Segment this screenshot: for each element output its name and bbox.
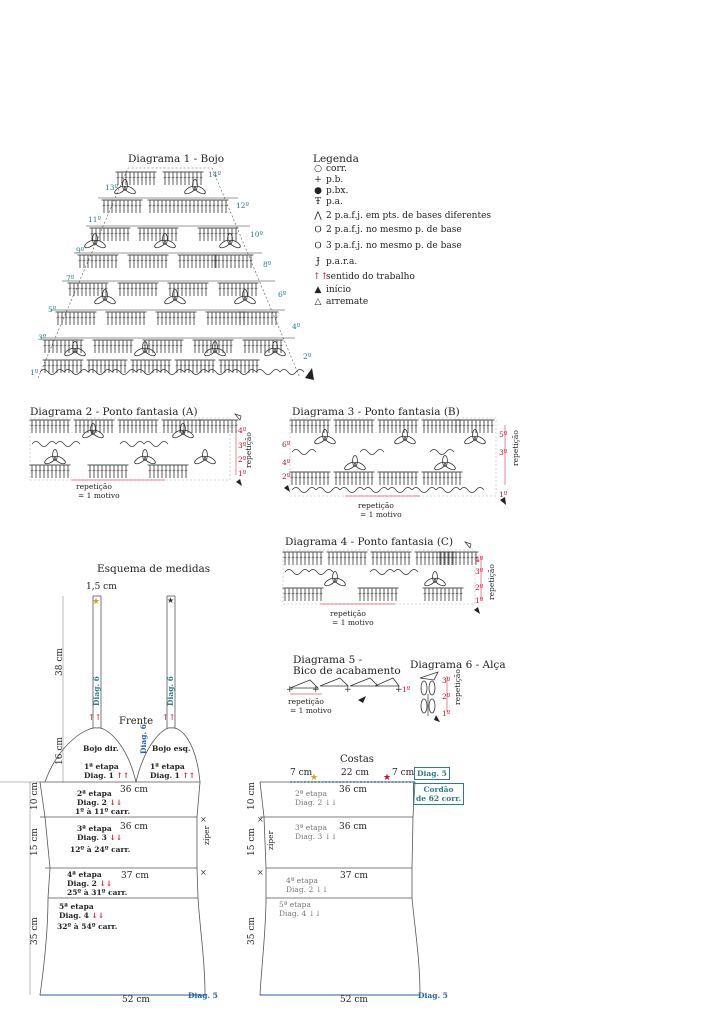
row-label: 1º [499,490,508,499]
etapa-diag: Diag. 1 ↑↑ [84,771,130,780]
repeat-sub: = 1 motivo [78,491,120,500]
row-label: 1º [30,368,39,377]
etapa-diag: Diag. 4 ↓↓ [59,911,105,920]
row-label: 4º [292,322,301,331]
repeat-sub: = 1 motivo [332,618,374,627]
slip-stitch-icon: ● [314,186,322,196]
svg-text:+: + [395,685,403,695]
repeat-label: repetição [330,609,366,618]
row-label: 4º [238,426,247,435]
cup-left-label: Bojo dir. [83,744,119,753]
chain-circle-icon: ○ [314,164,322,174]
row-label: 2º [442,692,451,701]
row-label: 4º [475,555,484,564]
repeat-side-label: repetição [511,430,520,466]
repeat-label: repetição [358,501,394,510]
svg-text:+: + [286,685,294,695]
etapa-diag: Diag. 1 ↑↑ [150,771,196,780]
svg-text:★: ★ [92,597,101,607]
etapa-diag: Diag. 2 ↓↓ [67,879,113,888]
height-label: 10 cm [30,782,40,810]
etapa-diag: Diag. 2 ↓↓ [286,885,329,894]
width-label: 7 cm [392,768,415,778]
height-label: 35 cm [247,917,257,945]
etapa-diag: Diag. 4 ↓↓ [279,909,322,918]
schema-title: Esquema de medidas [97,563,211,575]
strap-diag-label: Diag. 6 [166,676,175,706]
diagram4-chart [283,542,482,614]
row-label: 2º [238,455,247,464]
row-label: 5º [499,430,508,439]
work-direction-arrows-icon: ↑↑ [313,272,329,282]
row-label: 1º [475,596,484,605]
svg-text:+: + [344,685,352,695]
legend-item: Ɉ p.a.r.a. [313,257,357,267]
row-label: 12º [236,201,250,210]
svg-text:★: ★ [383,773,392,783]
legend-item: ○ corr. [314,164,347,174]
cord-label: Cordão de 62 corr. [413,783,464,805]
back-schema [260,782,420,995]
height-label: 15 cm [30,828,40,856]
height-label: 15 cm [247,828,257,856]
etapa-diag: Diag. 3 ↓↓ [77,833,123,842]
cup-height: 16 cm [55,737,65,765]
repeat-label: repetição [76,482,112,491]
etapa-rows: 1º à 11º carr. [75,807,131,816]
direction-down-icon: ↓↓ [324,832,338,841]
etapa-label: 5ª etapa [59,902,94,911]
height-label: 10 cm [247,782,257,810]
front-label: Frente [119,716,154,727]
raised-double-crochet-icon: Ɉ [316,257,320,267]
row-label: 2º [475,583,484,592]
etapa-label: 4ª etapa [67,870,102,879]
diagram1-chart [38,168,314,380]
cup-diag-label: Diag. 6 [139,724,148,754]
svg-text:×: × [200,868,207,877]
width-label: 37 cm [121,871,149,881]
width-label: 52 cm [122,995,150,1005]
diagram6-title: Diagrama 6 - Alça [410,659,506,671]
strap-width: 1,5 cm [86,582,117,592]
direction-down-icon: ↓↓ [324,798,338,807]
back-title: Costas [340,754,374,765]
direction-down-icon: ↓↓ [308,909,322,918]
width-label: 22 cm [341,768,369,778]
diagram3-title: Diagrama 3 - Ponto fantasia (B) [292,406,460,418]
repeat-side-label: repetição [487,564,496,600]
svg-text:×: × [257,868,264,877]
strap-diag-label: Diag. 6 [92,676,101,706]
row-label: 13º [105,183,119,192]
width-label: 37 cm [340,871,368,881]
row-label: 1º [238,469,247,478]
svg-text:↑↑: ↑↑ [162,713,176,722]
svg-text:+: + [312,685,320,695]
svg-text:↑↑: ↑↑ [88,713,102,722]
repeat-label: repetição [288,697,324,706]
width-label: 36 cm [339,785,367,795]
etapa-label: 3ª etapa [77,824,112,833]
legend-item: ↑↑sentido do trabalho [313,272,415,282]
svg-text:★: ★ [167,596,175,605]
repeat-sub: = 1 motivo [360,510,402,519]
width-label: 36 cm [120,785,148,795]
repeat-sub: = 1 motivo [290,706,332,715]
start-arrow-icon: ▲ [314,285,322,295]
row-label: 5º [48,305,57,314]
etapa-label: 4ª etapa [286,876,318,885]
etapa-diag: Diag. 3 ↓↓ [295,832,338,841]
width-label: 36 cm [120,822,148,832]
direction-down-icon: ↓↓ [109,798,123,807]
strap-height: 38 cm [55,648,65,676]
zipper-label: zíper [266,830,275,850]
svg-text:★: ★ [310,773,319,783]
repeat-side-label: repetição [244,432,253,468]
dc2tog-diff-base-icon: ⋀ [314,211,322,221]
etapa-label: 2ª etapa [295,789,327,798]
row-label: 6º [282,440,291,449]
etapa-label: 2ª etapa [77,789,112,798]
etapa-label: 1ª etapa [84,762,119,771]
legend-item: Ѻ 2 p.a.f.j. no mesmo p. de base [314,225,462,235]
diagram4-title: Diagrama 4 - Ponto fantasia (C) [285,536,454,548]
width-label: 7 cm [290,768,313,778]
row-label: 3º [475,567,484,576]
double-crochet-icon: Ŧ [314,197,321,207]
width-label: 52 cm [340,995,368,1005]
fasten-off-icon: △ [314,297,322,307]
row-label: 3º [499,448,508,457]
row-label: 10º [250,230,264,239]
row-label: 9º [76,246,85,255]
diag5-top-label: Diag. 5 [414,767,450,780]
row-label: 3º [442,676,451,685]
diagram5-subtitle: Bico de acabamento [293,665,401,677]
dc2tog-same-base-icon: Ѻ [314,225,322,235]
row-label: 1º [402,685,411,694]
direction-up-icon: ↑↑ [182,771,196,780]
row-label: 7º [66,274,75,283]
etapa-rows: 25º à 31º carr. [67,888,128,897]
zipper-label: zíper [202,825,211,845]
row-label: 2º [282,472,291,481]
row-label: 11º [88,215,102,224]
legend-item: △ arremate [314,297,369,307]
svg-text:×: × [200,815,207,824]
svg-text:×: × [257,815,264,824]
diag5-label: Diag. 5 [188,991,218,1000]
row-label: 6º [278,290,287,299]
row-label: 4º [282,458,291,467]
row-label: 3º [238,441,247,450]
direction-down-icon: ↓↓ [91,911,105,920]
direction-up-icon: ↑↑ [116,771,130,780]
diagram2-title: Diagrama 2 - Ponto fantasia (A) [30,406,198,418]
legend-item: ▲ início [314,285,351,295]
legend-item: + p.b. [314,175,344,185]
row-label: 2º [303,352,312,361]
cup-right-label: Bojo esq. [152,744,191,753]
diag5-label: Diag. 5 [418,991,448,1000]
legend-title: Legenda [313,153,359,165]
etapa-diag: Diag. 2 ↓↓ [295,798,338,807]
etapa-label: 5ª etapa [279,900,311,909]
diagram3-chart [284,418,506,505]
legend-item: ● p.bx. [314,186,349,196]
etapa-label: 3ª etapa [295,823,327,832]
single-crochet-icon: + [314,175,322,185]
direction-down-icon: ↓↓ [99,879,113,888]
row-label: 1º [442,709,451,718]
diagram1-title: Diagrama 1 - Bojo [128,153,225,165]
row-label: 14º [208,170,222,179]
diagram5-title: Diagrama 5 - [293,654,363,666]
direction-down-icon: ↓↓ [315,885,329,894]
legend-item: Ѻ 3 p.a.f.j. no mesmo p. de base [314,241,462,251]
width-label: 36 cm [339,822,367,832]
diagram2-chart [30,414,243,486]
etapa-label: 1ª etapa [150,762,185,771]
row-label: 3º [38,333,47,342]
etapa-rows: 12º à 24º carr. [70,845,131,854]
direction-down-icon: ↓↓ [109,833,123,842]
etapa-rows: 32º à 54º carr. [57,922,118,931]
legend-item: Ŧ p.a. [314,197,343,207]
etapa-diag: Diag. 2 ↓↓ [77,798,123,807]
row-label: 8º [263,260,272,269]
dc3tog-same-base-icon: Ѻ [314,241,322,251]
height-label: 35 cm [30,917,40,945]
legend-item: ⋀ 2 p.a.f.j. em pts. de bases diferentes [314,211,492,221]
repeat-side-label: repetição [453,669,462,705]
